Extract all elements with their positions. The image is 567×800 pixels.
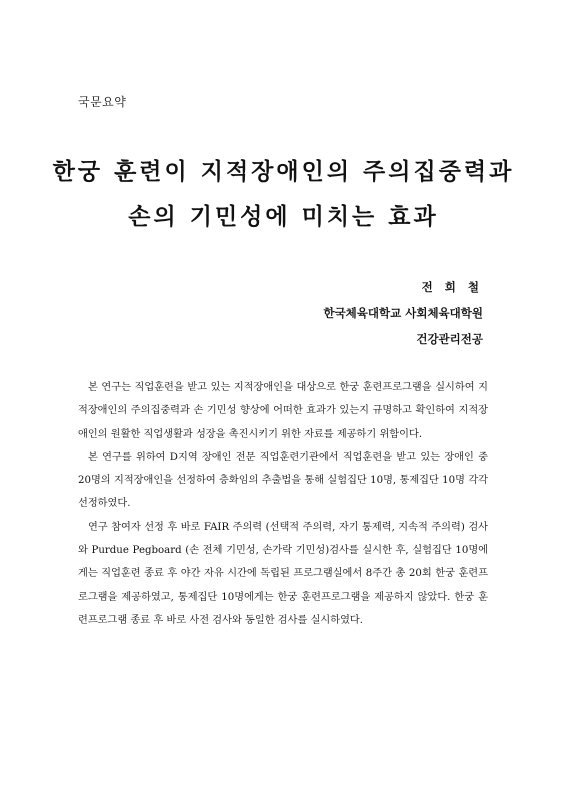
abstract-paragraph-2: 본 연구를 위하여 D지역 장애인 전문 직업훈련기관에서 직업훈련을 받고 있는 장애인 중 20명의 지적장애인을 선정하여 층화임의 추출법을 통해 실험집단 10명, 통제집단 10명 각각 선정하였다. [78,451,488,510]
author-major: 건강관리전공 [416,332,483,346]
title-line-1: 한궁 훈련이 지적장애인의 주의집중력과 [52,158,515,185]
title-line-2: 손의 기민성에 미치는 효과 [128,203,439,230]
author-name: 전 희 철 [421,280,483,294]
abstract-body [78,376,488,632]
author-affiliation: 한국체육대학교 사회체육대학원 [323,306,483,320]
abstract-paragraph-1: 본 연구는 직업훈련을 받고 있는 지적장애인을 대상으로 한궁 훈련프로그램을 실시하여 지적장애인의 주의집중력과 손 기민성 향상에 어떠한 효과가 있는지 규명하고 확인하여 지적장애인의 원활한 직업생활과 성장을 촉진시키기 위한 자료를 제공하기 위함이다. [78,382,488,440]
section-label: 국문요약 [78,95,127,109]
abstract-paragraph-3: 연구 참여자 선정 후 바로 FAIR 주의력 (선택적 주의력, 자기 통제력, 지속적 주의력) 검사와 Purdue Pegboard (손 전체 기민성, 손가락 기민성)검사를 실시한 후, 실험집단 10명에게는 직업훈련 종료 후 야간 자유 시간에 독립된 프로그램실에서 8주간 총 20회 한궁 훈련프로그램을 제공하였고, 통제집단 10명에게는 한궁 훈련프로그램을 제공하지 않았다. 한궁 훈련프로그램 종료 후 바로 사전 검사와 동일한 검사를 실시하였다. [78,521,488,626]
author-block [323,274,483,352]
